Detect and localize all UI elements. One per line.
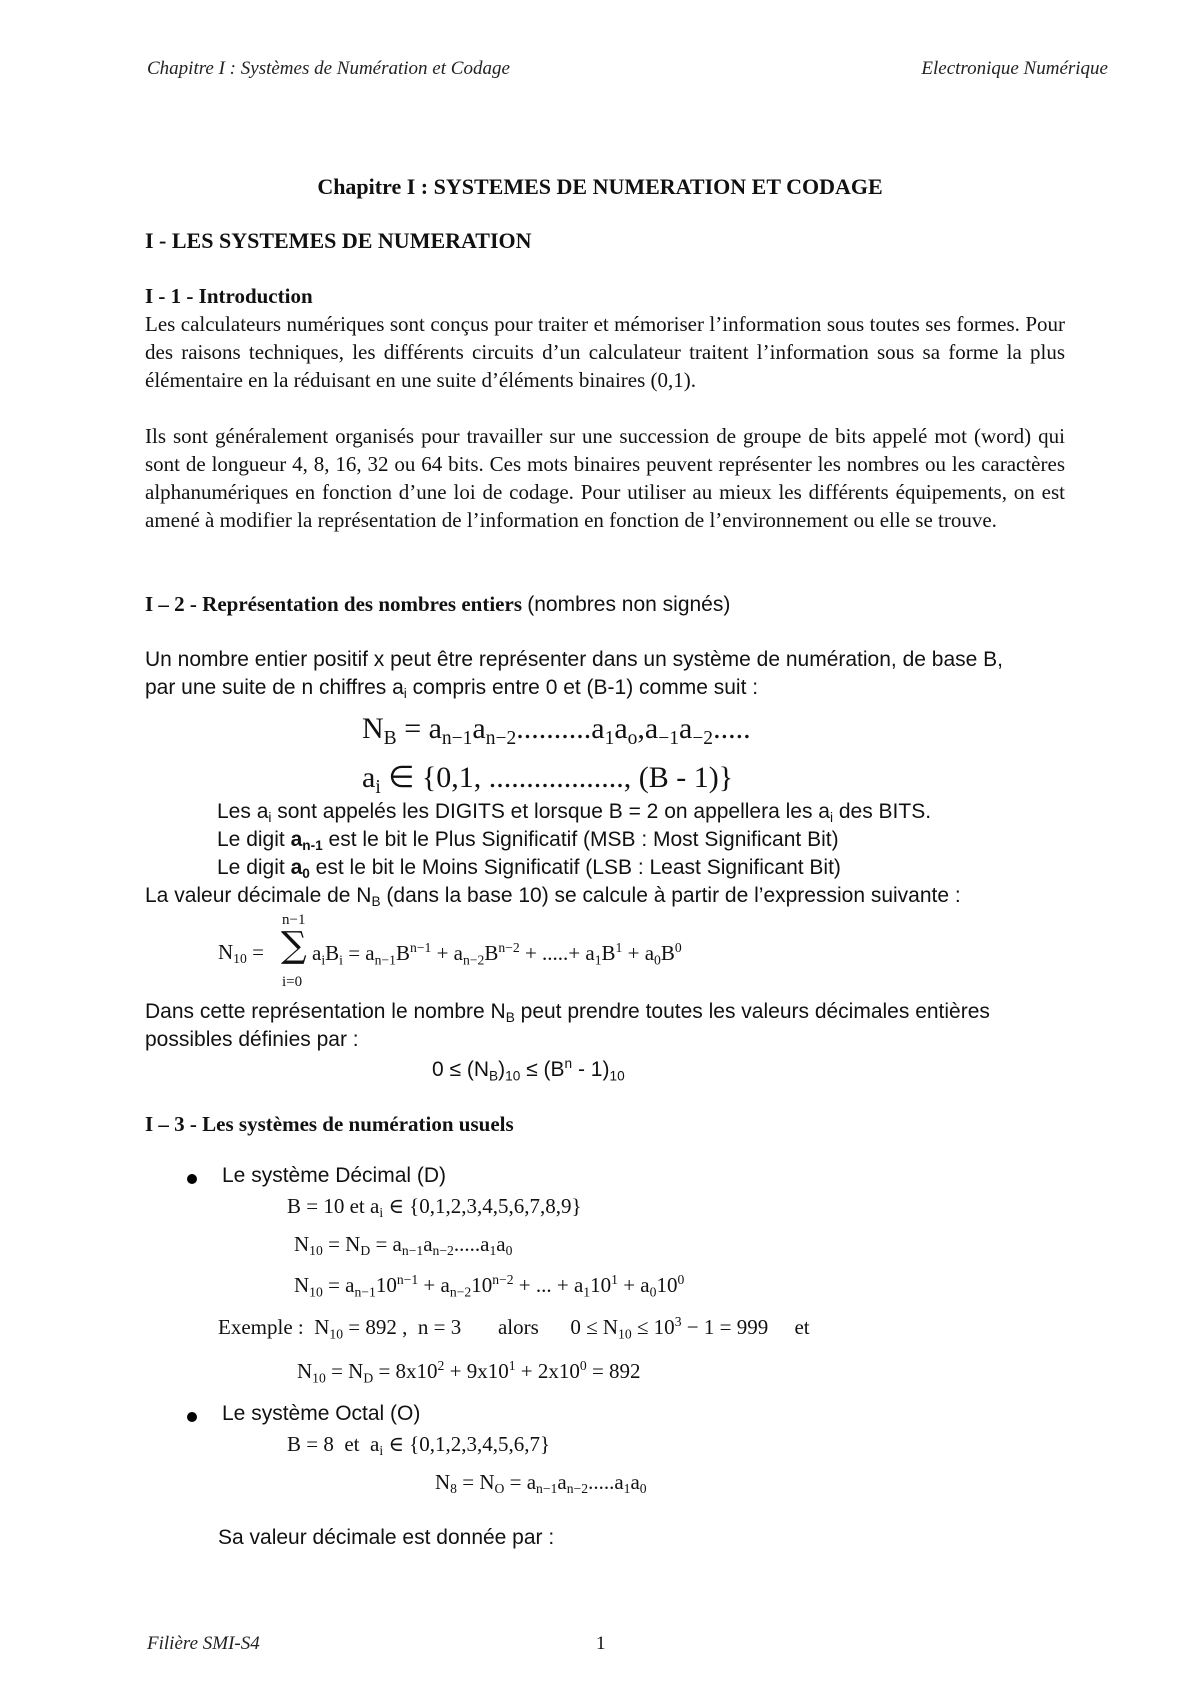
- representation-intro-line-2: par une suite de n chiffres $a_i$ compris entre 0 et (B-1) comme suit :: [145, 676, 759, 702]
- footer-left: Filière SMI-S4: [147, 1633, 260, 1654]
- msb-definition: Le digit $a_{n-1}$ est le bit le Plus Significatif (MSB : Most Significant Bit): [217, 828, 839, 854]
- decimal-value-intro: La valeur décimale de $N_B$ (dans la base 10) se calcule à partir de l’expression suivante :: [145, 884, 961, 910]
- formula-decimal-expansion: $N_{10} = a_{n-1}10^{n-1} + a_{n-2}10^{n-2}$ + ... + $a_110^1 + a_010^0$: [294, 1272, 685, 1300]
- formula-decimal-example-expansion: $N_{10} = N_D = 8x10^2 + 9x10^1 + 2x10^0 = 892$: [297, 1358, 641, 1386]
- formula-decimal-digits: $N_{10} = N_D = a_{n-1}a_{n-2}.....a_1a_0$: [294, 1232, 513, 1259]
- formula-decimal-base: B = 10 et $a_i$ ∈ {0,1,2,3,4,5,6,7,8,9}: [287, 1194, 582, 1221]
- section-heading-1: I - LES SYSTEMES DE NUMERATION: [145, 228, 532, 253]
- header-left: Chapitre I : Systèmes de Numération et Codage: [147, 58, 510, 79]
- intro-paragraph-1: Les calculateurs numériques sont conçus pour traiter et mémoriser l’information sous toutes ses formes. Pour des raisons techniques, les différents circuits d’un calculateur traitent l’information sous sa forme la plus élémentaire en la réduisant en une suite d’éléments binaires (0,1).: [145, 312, 1065, 392]
- representation-range-line-1: Dans cette représentation le nombre $N_B$ peut prendre toutes les valeurs décimales entières: [145, 1000, 990, 1026]
- formula-nb-digits: $N_B = a_{n-1}a_{n-2}..........a_1a_o,a_{-1}a_{-2}$.....: [362, 712, 751, 749]
- bullet-icon: [187, 1174, 197, 1184]
- octal-system-title: Le système Octal (O): [222, 1402, 421, 1425]
- chapter-title: Chapitre I : SYSTEMES DE NUMERATION ET CODAGE: [317, 174, 883, 199]
- decimal-example: Exemple : $N_{10} = 892$ , n = 3 alors $0 \le N_{10} \le 10^3 - 1 = 999$ et: [218, 1314, 810, 1342]
- formula-octal-digits: $N_8 = N_O = a_{n-1}a_{n-2}.....a_1a_0$: [435, 1470, 647, 1497]
- header-right: Electronique Numérique: [921, 58, 1108, 79]
- representation-intro-line-1: Un nombre entier positif x peut être représenter dans un système de numération, de base B,: [145, 648, 1003, 671]
- page-number: 1: [596, 1633, 606, 1654]
- subsection-heading-representation: I – 2 - Représentation des nombres entiers (nombres non signés): [145, 592, 731, 616]
- digits-definition: Les $a_i$ sont appelés les DIGITS et lorsque B = 2 on appellera les $a_i$ des BITS.: [217, 800, 932, 826]
- octal-value-intro: Sa valeur décimale est donnée par :: [218, 1526, 555, 1549]
- formula-octal-base: B = 8 et $a_i$ ∈ {0,1,2,3,4,5,6,7}: [287, 1432, 551, 1459]
- formula-digit-set: $a_i$ ∈ {0,1, .................., (B - 1)}: [362, 761, 734, 798]
- lsb-definition: Le digit $a_0$ est le bit le Moins Significatif (LSB : Least Significant Bit): [217, 856, 841, 882]
- representation-range-line-2: possibles définies par :: [145, 1028, 359, 1051]
- decimal-system-title: Le système Décimal (D): [222, 1164, 447, 1187]
- formula-range: $0 \le (N_B)_{10} \le (B^n - 1)_{10}$: [432, 1056, 625, 1084]
- bullet-icon: [187, 1412, 197, 1422]
- subsection-heading-usual-systems: I – 3 - Les systèmes de numération usuels: [145, 1112, 514, 1136]
- intro-paragraph-2: Ils sont généralement organisés pour travailler sur une succession de groupe de bits appelé mot (word) qui sont de longueur 4, 8, 16, 32 ou 64 bits. Ces mots binaires peuvent représenter les nombres ou les caractères alphanumériques en fonction d’une loi de codage. Pour utiliser au mieux les différents équipements, on est amené à modifier la représentation de l’information en fonction de l’environnement ou elle se trouve.: [145, 424, 1065, 532]
- subsection-heading-intro: I - 1 - Introduction: [145, 284, 313, 308]
- document-page: Chapitre I : Systèmes de Numération et Codage Electronique Numérique Chapitre I : SYSTEMES DE NUMERATION ET CODAGE I - LES SYSTEMES DE NUMERATION I - 1 - Introduction Les calculateurs numériques sont conçus pour traiter et mémoriser l’information sous toutes ses formes. Pour des raisons techniques, les différents circuits d’un calculateur traitent l’information sous sa forme la plus élémentaire en la réduisant en une suite d’éléments binaires (0,1). Ils sont généralement organisés pour travailler sur une succession de groupe de bits appelé mot (word) qui sont de longueur 4, 8, 16, 32 ou 64 bits. Ces mots binaires peuvent représenter les nombres ou les caractères alphanumériques en fonction d’une loi de codage. Pour utiliser au mieux les différents équipements, on est amené à modifier la représentation de l’information en fonction de l’environnement ou elle se trouve. I – 2 - Représentation des nombres entiers (nombres non signés) Un nombre entier positif x peut être représenter dans un système de numération, de base B, par une suite de n chiffres $a_i$ compris entre 0 et (B-1) comme suit : $N_B = a_{n-1}a_{n-2}..........a_1a_o,a_{-1}a_{-2}$..... $a_i$ ∈ {0,1, .................., (B - 1)} Les $a_i$ sont appelés les DIGITS et lorsque B = 2 on appellera les $a_i$ des BITS. Le digit $a_{n-1}$ est le bit le Plus Significatif (MSB : Most Significant Bit) Le digit $a_0$ est le bit le Moins Significatif (LSB : Least Significant Bit) La valeur décimale de $N_B$ (dans la base 10) se calcule à partir de l’expression suivante : n−1 $N_{10}$ = ∑ $a_iB_i = a_{n-1}B^{n-1} + a_{n-2}B^{n-2}$ + .....+ $a_1B^1 + a_0B^0$ i=0 Dans cette représentation le nombre $N_B$ peut prendre toutes les valeurs décimales entières possibles définies par : $0 \le (N_B)_{10} \le (B^n - 1)_{10}$ I – 3 - Les systèmes de numération usuels Le système Décimal (D) B = 10 et $a_i$ ∈ {0,1,2,3,4,5,6,7,8,9} $N_{10} = N_D = a_{n-1}a_{n-2}.....a_1a_0$ $N_{10} = a_{n-1}10^{n-1} + a_{n-2}10^{n-2}$ + ... + $a_110^1 + a_010^0$ Exemple : $N_{10} = 892$ , n = 3 alors $0 \le N_{10} \le 10^3 - 1 = 999$ et $N_{10} = N_D = 8x10^2 + 9x10^1 + 2x10^0 = 892$ Le système Octal (O) B = 8 et $a_i$ ∈ {0,1,2,3,4,5,6,7} $N_8 = N_O = a_{n-1}a_{n-2}.....a_1a_0$ Sa valeur décimale est donnée par : Filière SMI-S4 1: [0, 0, 1200, 1696]
